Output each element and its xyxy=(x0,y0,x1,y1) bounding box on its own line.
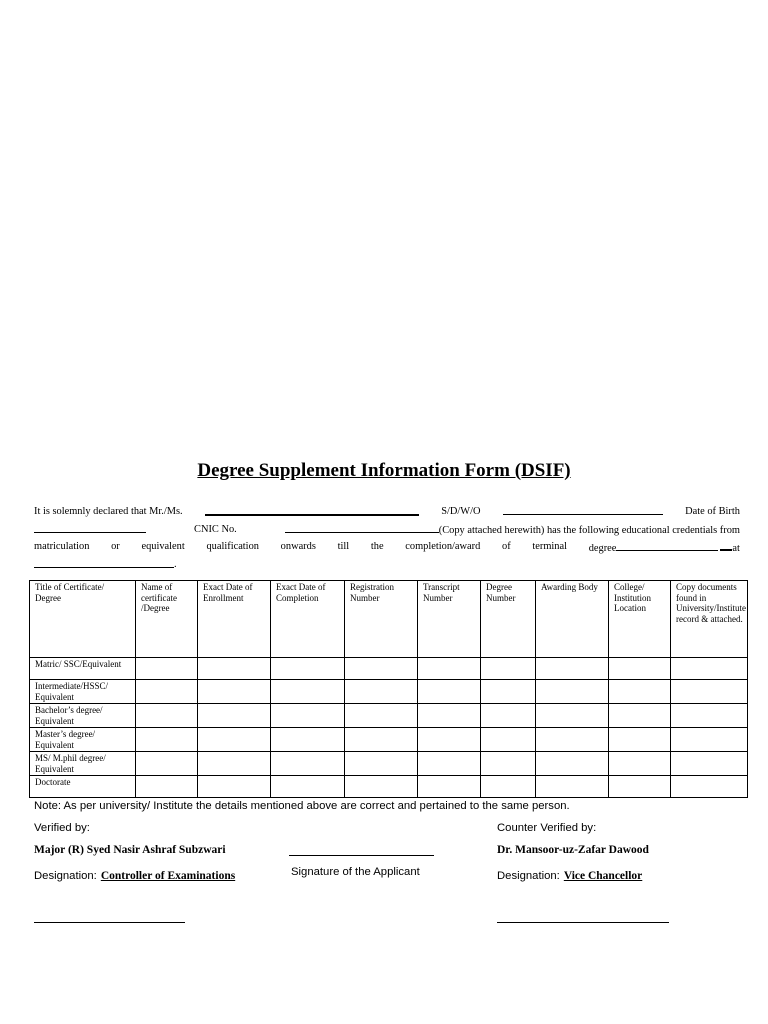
table-cell[interactable] xyxy=(418,680,481,704)
declaration-paragraph xyxy=(34,503,740,573)
table-cell[interactable] xyxy=(671,728,748,752)
declaration-intro: It is solemnly declared that Mr./Ms. xyxy=(34,506,183,517)
table-cell[interactable] xyxy=(536,728,609,752)
designation-label: Designation: xyxy=(34,870,97,882)
table-row xyxy=(30,680,748,704)
guardian-name-blank[interactable] xyxy=(503,503,663,515)
counter-verified-by-label: Counter Verified by: xyxy=(497,822,597,834)
table-row xyxy=(30,704,748,728)
declaration-line-1 xyxy=(34,503,740,521)
table-cell[interactable] xyxy=(271,752,345,776)
table-cell[interactable] xyxy=(481,776,536,798)
table-header-row xyxy=(30,581,748,658)
verifier-designation: Controller of Examinations xyxy=(100,870,236,882)
table-cell[interactable] xyxy=(671,752,748,776)
counter-verifier-name: Dr. Mansoor-uz-Zafar Dawood xyxy=(497,844,649,856)
period: . xyxy=(174,558,177,570)
table-cell[interactable] xyxy=(418,728,481,752)
counter-verifier-signature-line[interactable] xyxy=(497,922,669,923)
table-cell[interactable] xyxy=(481,680,536,704)
table-cell[interactable] xyxy=(609,752,671,776)
table-row xyxy=(30,658,748,680)
table-cell[interactable] xyxy=(536,658,609,680)
counter-designation-row xyxy=(497,866,642,884)
table-cell[interactable] xyxy=(671,776,748,798)
word-8: completion/award xyxy=(405,541,481,552)
verifier-signature-line[interactable] xyxy=(34,922,185,923)
cnic-note: (Copy attached herewith) has the following educational credentials from xyxy=(438,524,740,536)
table-cell[interactable] xyxy=(198,776,271,798)
degree-blank[interactable] xyxy=(616,539,718,551)
table-row xyxy=(30,752,748,776)
table-cell[interactable] xyxy=(671,680,748,704)
table-cell[interactable] xyxy=(481,728,536,752)
row-label: Matric/ SSC/Equivalent xyxy=(30,658,136,680)
degree-label: degree xyxy=(588,543,617,554)
table-cell[interactable] xyxy=(418,776,481,798)
table-cell[interactable] xyxy=(536,776,609,798)
declaration-line-3 xyxy=(34,538,740,556)
verified-by-label: Verified by: xyxy=(34,822,90,834)
declaration-line-4 xyxy=(34,556,740,574)
table-cell[interactable] xyxy=(671,704,748,728)
header-copy-documents: Copy documents found in University/Institute record & attached. xyxy=(671,581,748,658)
word-5: onwards xyxy=(280,541,316,552)
table-cell[interactable] xyxy=(609,776,671,798)
table-cell[interactable] xyxy=(271,658,345,680)
table-cell[interactable] xyxy=(345,728,418,752)
table-cell[interactable] xyxy=(271,704,345,728)
word-3: equivalent xyxy=(141,541,185,552)
table-cell[interactable] xyxy=(609,704,671,728)
table-cell[interactable] xyxy=(345,704,418,728)
header-certificate-name: Name of certificate /Degree xyxy=(136,581,198,658)
table-cell[interactable] xyxy=(609,658,671,680)
table-cell[interactable] xyxy=(198,658,271,680)
degree-blank-short[interactable] xyxy=(720,538,732,551)
table-cell[interactable] xyxy=(536,752,609,776)
word-6: till xyxy=(337,541,350,552)
table-cell[interactable] xyxy=(671,658,748,680)
table-cell[interactable] xyxy=(418,658,481,680)
table-cell[interactable] xyxy=(481,658,536,680)
table-cell[interactable] xyxy=(136,752,198,776)
row-label: Bachelor’s degree/ Equivalent xyxy=(30,704,136,728)
declaration-line-2 xyxy=(34,521,740,539)
table-cell[interactable] xyxy=(418,752,481,776)
word-7: the xyxy=(370,541,384,552)
cnic-label: CNIC No. xyxy=(194,523,237,535)
credentials-table xyxy=(29,580,748,798)
table-cell[interactable] xyxy=(271,776,345,798)
table-cell[interactable] xyxy=(271,728,345,752)
table-cell[interactable] xyxy=(536,680,609,704)
word-1: matriculation xyxy=(34,541,90,552)
header-registration-number: Registration Number xyxy=(345,581,418,658)
table-cell[interactable] xyxy=(345,776,418,798)
dob-label: Date of Birth xyxy=(685,506,740,517)
header-completion-date: Exact Date of Completion xyxy=(271,581,345,658)
table-row xyxy=(30,776,748,798)
table-cell[interactable] xyxy=(481,752,536,776)
form-title: Degree Supplement Information Form (DSIF) xyxy=(197,460,571,481)
header-institution-location: College/ Institution Location xyxy=(609,581,671,658)
table-row xyxy=(30,728,748,752)
counter-designation-label: Designation: xyxy=(497,870,560,882)
table-cell[interactable] xyxy=(198,752,271,776)
verifier-designation-row xyxy=(34,866,235,884)
verifier-name: Major (R) Syed Nasir Ashraf Subzwari xyxy=(34,844,226,856)
table-cell[interactable] xyxy=(136,776,198,798)
row-label: Intermediate/HSSC/ Equivalent xyxy=(30,680,136,704)
table-cell[interactable] xyxy=(418,704,481,728)
row-label: Doctorate xyxy=(30,776,136,798)
table-cell[interactable] xyxy=(198,704,271,728)
header-awarding-body: Awarding Body xyxy=(536,581,609,658)
dob-blank[interactable] xyxy=(34,521,146,533)
table-cell[interactable] xyxy=(609,680,671,704)
at-label: at xyxy=(732,543,740,554)
header-degree-number: Degree Number xyxy=(481,581,536,658)
table-cell[interactable] xyxy=(136,704,198,728)
note-text: Note: As per university/ Institute the details mentioned above are correct and pertained to the same person. xyxy=(34,800,570,812)
cnic-blank[interactable] xyxy=(285,521,439,533)
word-10: terminal xyxy=(532,541,567,552)
word-2: or xyxy=(111,541,120,552)
table-cell[interactable] xyxy=(271,680,345,704)
table-cell[interactable] xyxy=(345,658,418,680)
table-cell[interactable] xyxy=(198,728,271,752)
table-cell[interactable] xyxy=(198,680,271,704)
applicant-signature-label: Signature of the Applicant xyxy=(291,866,420,878)
header-transcript-number: Transcript Number xyxy=(418,581,481,658)
table-cell[interactable] xyxy=(136,728,198,752)
header-enrollment-date: Exact Date of Enrollment xyxy=(198,581,271,658)
table-cell[interactable] xyxy=(345,680,418,704)
header-title: Title of Certificate/ Degree xyxy=(30,581,136,658)
row-label: MS/ M.phil degree/ Equivalent xyxy=(30,752,136,776)
table-cell[interactable] xyxy=(609,728,671,752)
row-label: Master’s degree/ Equivalent xyxy=(30,728,136,752)
counter-designation: Vice Chancellor xyxy=(563,870,643,882)
table-cell[interactable] xyxy=(536,704,609,728)
applicant-signature-line[interactable] xyxy=(289,855,434,856)
table-cell[interactable] xyxy=(136,658,198,680)
word-4: qualification xyxy=(206,541,259,552)
word-9: of xyxy=(502,541,511,552)
table-cell[interactable] xyxy=(345,752,418,776)
sdw-label: S/D/W/O xyxy=(441,506,481,517)
table-cell[interactable] xyxy=(136,680,198,704)
table-cell[interactable] xyxy=(481,704,536,728)
institute-blank[interactable] xyxy=(34,556,174,568)
name-blank[interactable] xyxy=(205,503,419,516)
